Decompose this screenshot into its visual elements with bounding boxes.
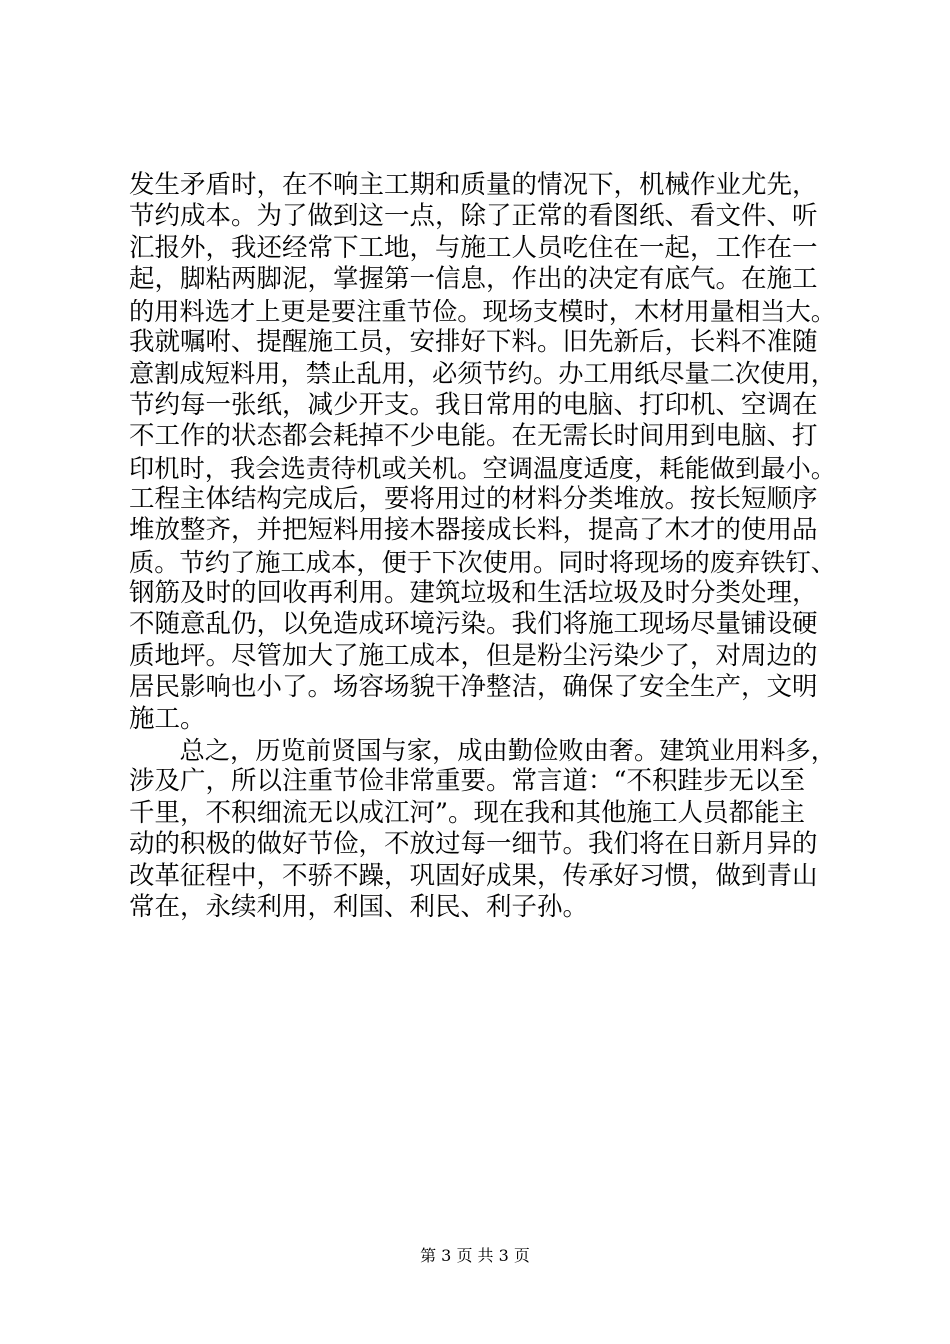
text-line: 堆放整齐，并把短料用接木器接成长料，提高了木才的使用品 — [129, 515, 818, 546]
text-line: 千里，不积细流无以成江河”。现在我和其他施工人员都能主 — [129, 797, 806, 828]
text-line: 起，脚粘两脚泥，掌握第一信息，作出的决定有底气。在施工 — [129, 264, 818, 295]
text-line: 汇报外，我还经常下工地，与施工人员吃住在一起，工作在一 — [129, 232, 818, 263]
text-line: 不工作的状态都会耗掉不少电能。在无需长时间用到电脑、打 — [129, 421, 818, 452]
text-line: 意割成短料用，禁止乱用，必须节约。办工用纸尽量二次使用， — [129, 359, 836, 389]
text-line: 我就嘱咐、提醒施工员，安排好下料。旧先新后，长料不准随 — [129, 326, 818, 357]
text-line: 改革征程中，不骄不躁，巩固好成果，传承好习惯，做到青山 — [129, 860, 818, 891]
text-line: 的用料选才上更是要注重节俭。现场支模时，木材用量相当大。 — [129, 296, 836, 326]
text-line: 工程主体结构完成后，要将用过的材料分类堆放。按长短顺序 — [129, 483, 818, 514]
text-line: 质。节约了施工成本，便于下次使用。同时将现场的废弃铁钉、 — [129, 547, 836, 577]
text-line: 印机时，我会选责待机或关机。空调温度适度，耗能做到最小。 — [129, 453, 836, 483]
text-line: 涉及广，所以注重节俭非常重要。常言道：“不积跬步无以至 — [129, 766, 806, 797]
text-line: 居民影响也小了。场容场貌干净整洁，确保了安全生产，文明 — [129, 672, 818, 703]
text-line: 总之，历览前贤国与家，成由勤俭败由奢。建筑业用料多， — [129, 736, 836, 766]
text-line: 质地坪。尽管加大了施工成本，但是粉尘污染少了，对周边的 — [129, 640, 818, 671]
text-line: 常在，永续利用，利国、利民、利子孙。 — [129, 891, 589, 922]
text-line: 动的积极的做好节俭，不放过每一细节。我们将在日新月异的 — [129, 829, 818, 860]
text-line: 钢筋及时的回收再利用。建筑垃圾和生活垃圾及时分类处理， — [129, 578, 818, 609]
text-line: 节约每一张纸，减少开支。我日常用的电脑、打印机、空调在 — [129, 389, 818, 420]
page-footer — [0, 1246, 950, 1266]
text-line: 不随意乱仍，以免造成环境污染。我们将施工现场尽量铺设硬 — [129, 609, 818, 640]
text-line: 发生矛盾时，在不响主工期和质量的情况下，机械作业尤先， — [129, 170, 818, 200]
document-body — [129, 170, 839, 923]
page-number-label: 第 3 页 共 3 页 — [420, 1246, 530, 1265]
text-line: 施工。 — [129, 703, 206, 734]
text-line: 节约成本。为了做到这一点，除了正常的看图纸、看文件、听 — [129, 201, 818, 232]
